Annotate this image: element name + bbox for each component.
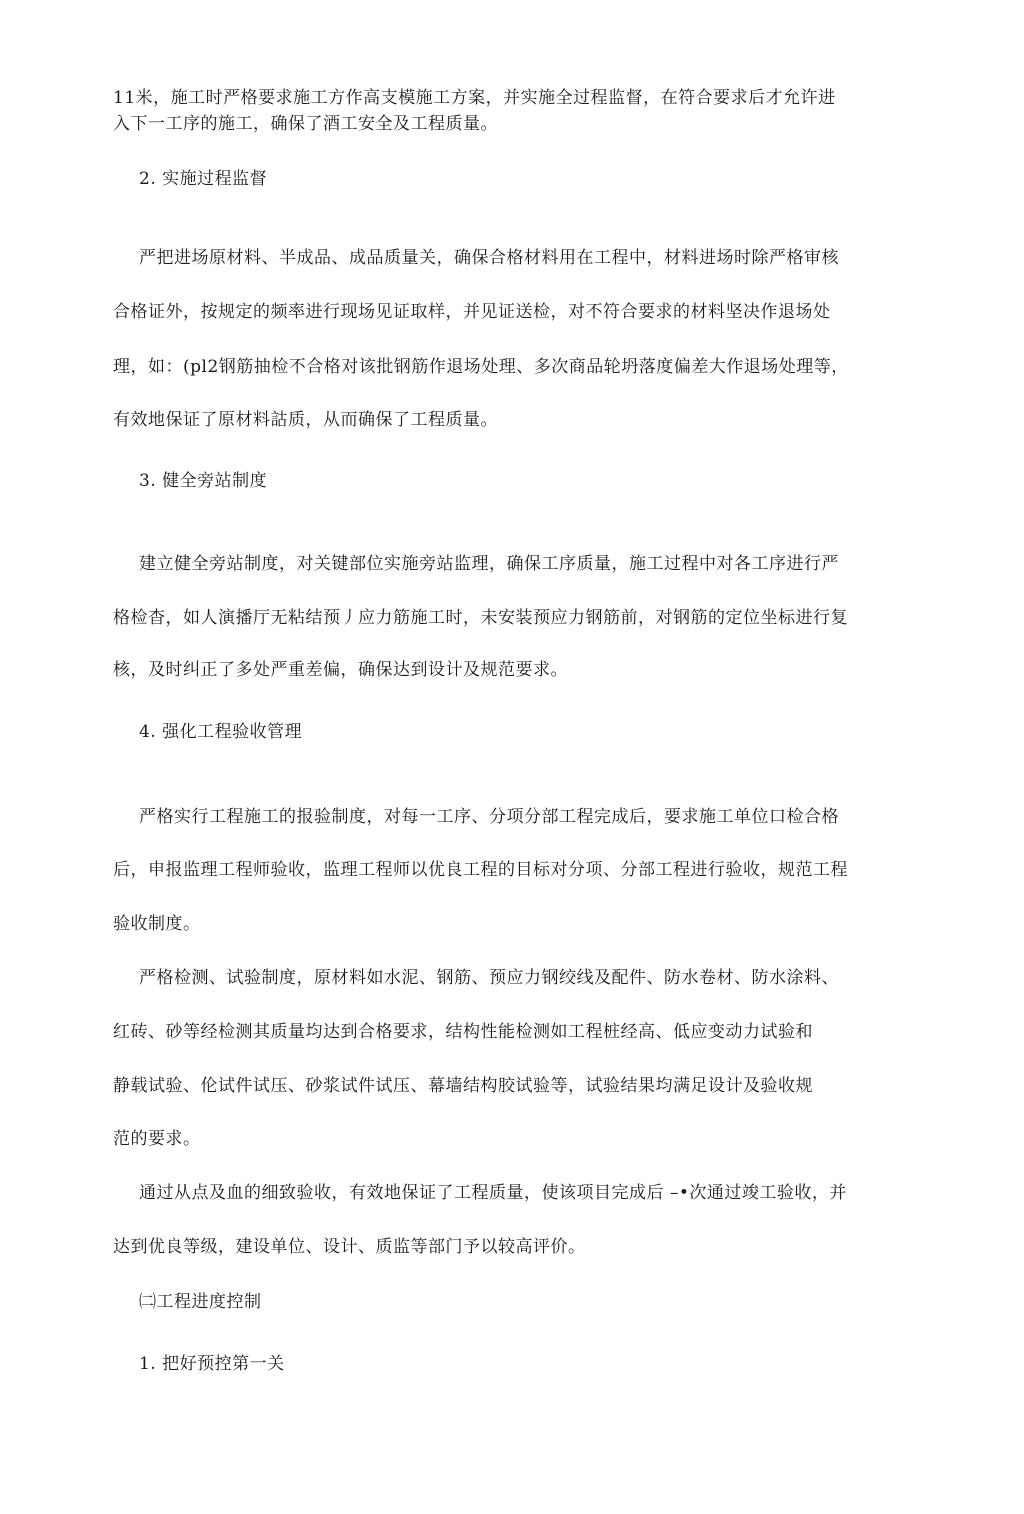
section-heading: ㈡工程进度控制 bbox=[139, 1292, 262, 1312]
paragraph-line: 验收制度。 bbox=[113, 914, 201, 934]
paragraph-line: 建立健全旁站制度，对关键部位实施旁站监理，确保工序质量，施工过程中对各工序进行严 bbox=[139, 554, 839, 574]
paragraph-line: 合格证外，按规定的频率进行现场见证取样，并见证送检，对不符合要求的材料坚决作退场处 bbox=[113, 302, 831, 322]
paragraph-line: 严格实行工程施工的报验制度，对每一工序、分项分部工程完成后，要求施工单位口检合格 bbox=[139, 807, 839, 827]
paragraph-line: 范的要求。 bbox=[113, 1129, 201, 1149]
paragraph-line: 红砖、砂等经检测其质量均达到合格要求，结构性能检测如工程桩经高、低应变动力试验和 bbox=[113, 1022, 813, 1042]
paragraph-line: 通过从点及血的细致验收，有效地保证了工程质量，使该项目完成后 –•次通过竣工验收，并 bbox=[139, 1183, 847, 1203]
section-heading: 3. 健全旁站制度 bbox=[139, 471, 268, 491]
paragraph-line: 理，如：(pl2钢筋抽检不合格对该批钢筋作退场处理、多次商品轮坍落度偏差大作退场处理等， bbox=[113, 357, 849, 377]
paragraph-line: 静载试验、伦试件试压、砂浆试件试压、幕墙结构胶试验等，试验结果均满足设计及验收规 bbox=[113, 1076, 813, 1096]
section-heading: 1. 把好预控第一关 bbox=[139, 1354, 285, 1374]
paragraph-line: 严把进场原材料、半成品、成品质量关，确保合格材料用在工程中，材料进场时除严格审核 bbox=[139, 248, 839, 268]
paragraph-line: 达到优良等级，建设单位、设计、质监等部门予以较高评价。 bbox=[113, 1237, 586, 1257]
paragraph-line: 格检杳，如人演播厅无粘结预丿应力筋施工时，未安装预应力钢筋前，对钢筋的定位坐标进行复 bbox=[113, 608, 848, 628]
section-heading: 4. 强化工程验收管理 bbox=[139, 722, 303, 742]
paragraph-line: 后，申报监理工程师验收，监理工程师以优良工程的目标对分项、分部工程进行验收，规范工程 bbox=[113, 860, 848, 880]
paragraph-line: 入下一工序的施工，确保了酒工安全及工程质量。 bbox=[113, 114, 498, 134]
section-heading: 2. 实施过程监督 bbox=[139, 169, 268, 189]
paragraph-line: 有效地保证了原材料詁质，从而确保了工程质量。 bbox=[113, 410, 498, 430]
paragraph-line: 核，及时纠正了多处严重差偏，确保达到设计及规范要求。 bbox=[113, 660, 568, 680]
paragraph-line: 11米，施工时严格要求施工方作高支模施工方案，并实施全过程监督，在符合要求后才允许进 bbox=[113, 88, 836, 108]
paragraph-line: 严格检测、试验制度，原材料如水泥、钢筋、预应力钢绞线及配件、防水卷材、防水涂料、 bbox=[139, 968, 839, 988]
